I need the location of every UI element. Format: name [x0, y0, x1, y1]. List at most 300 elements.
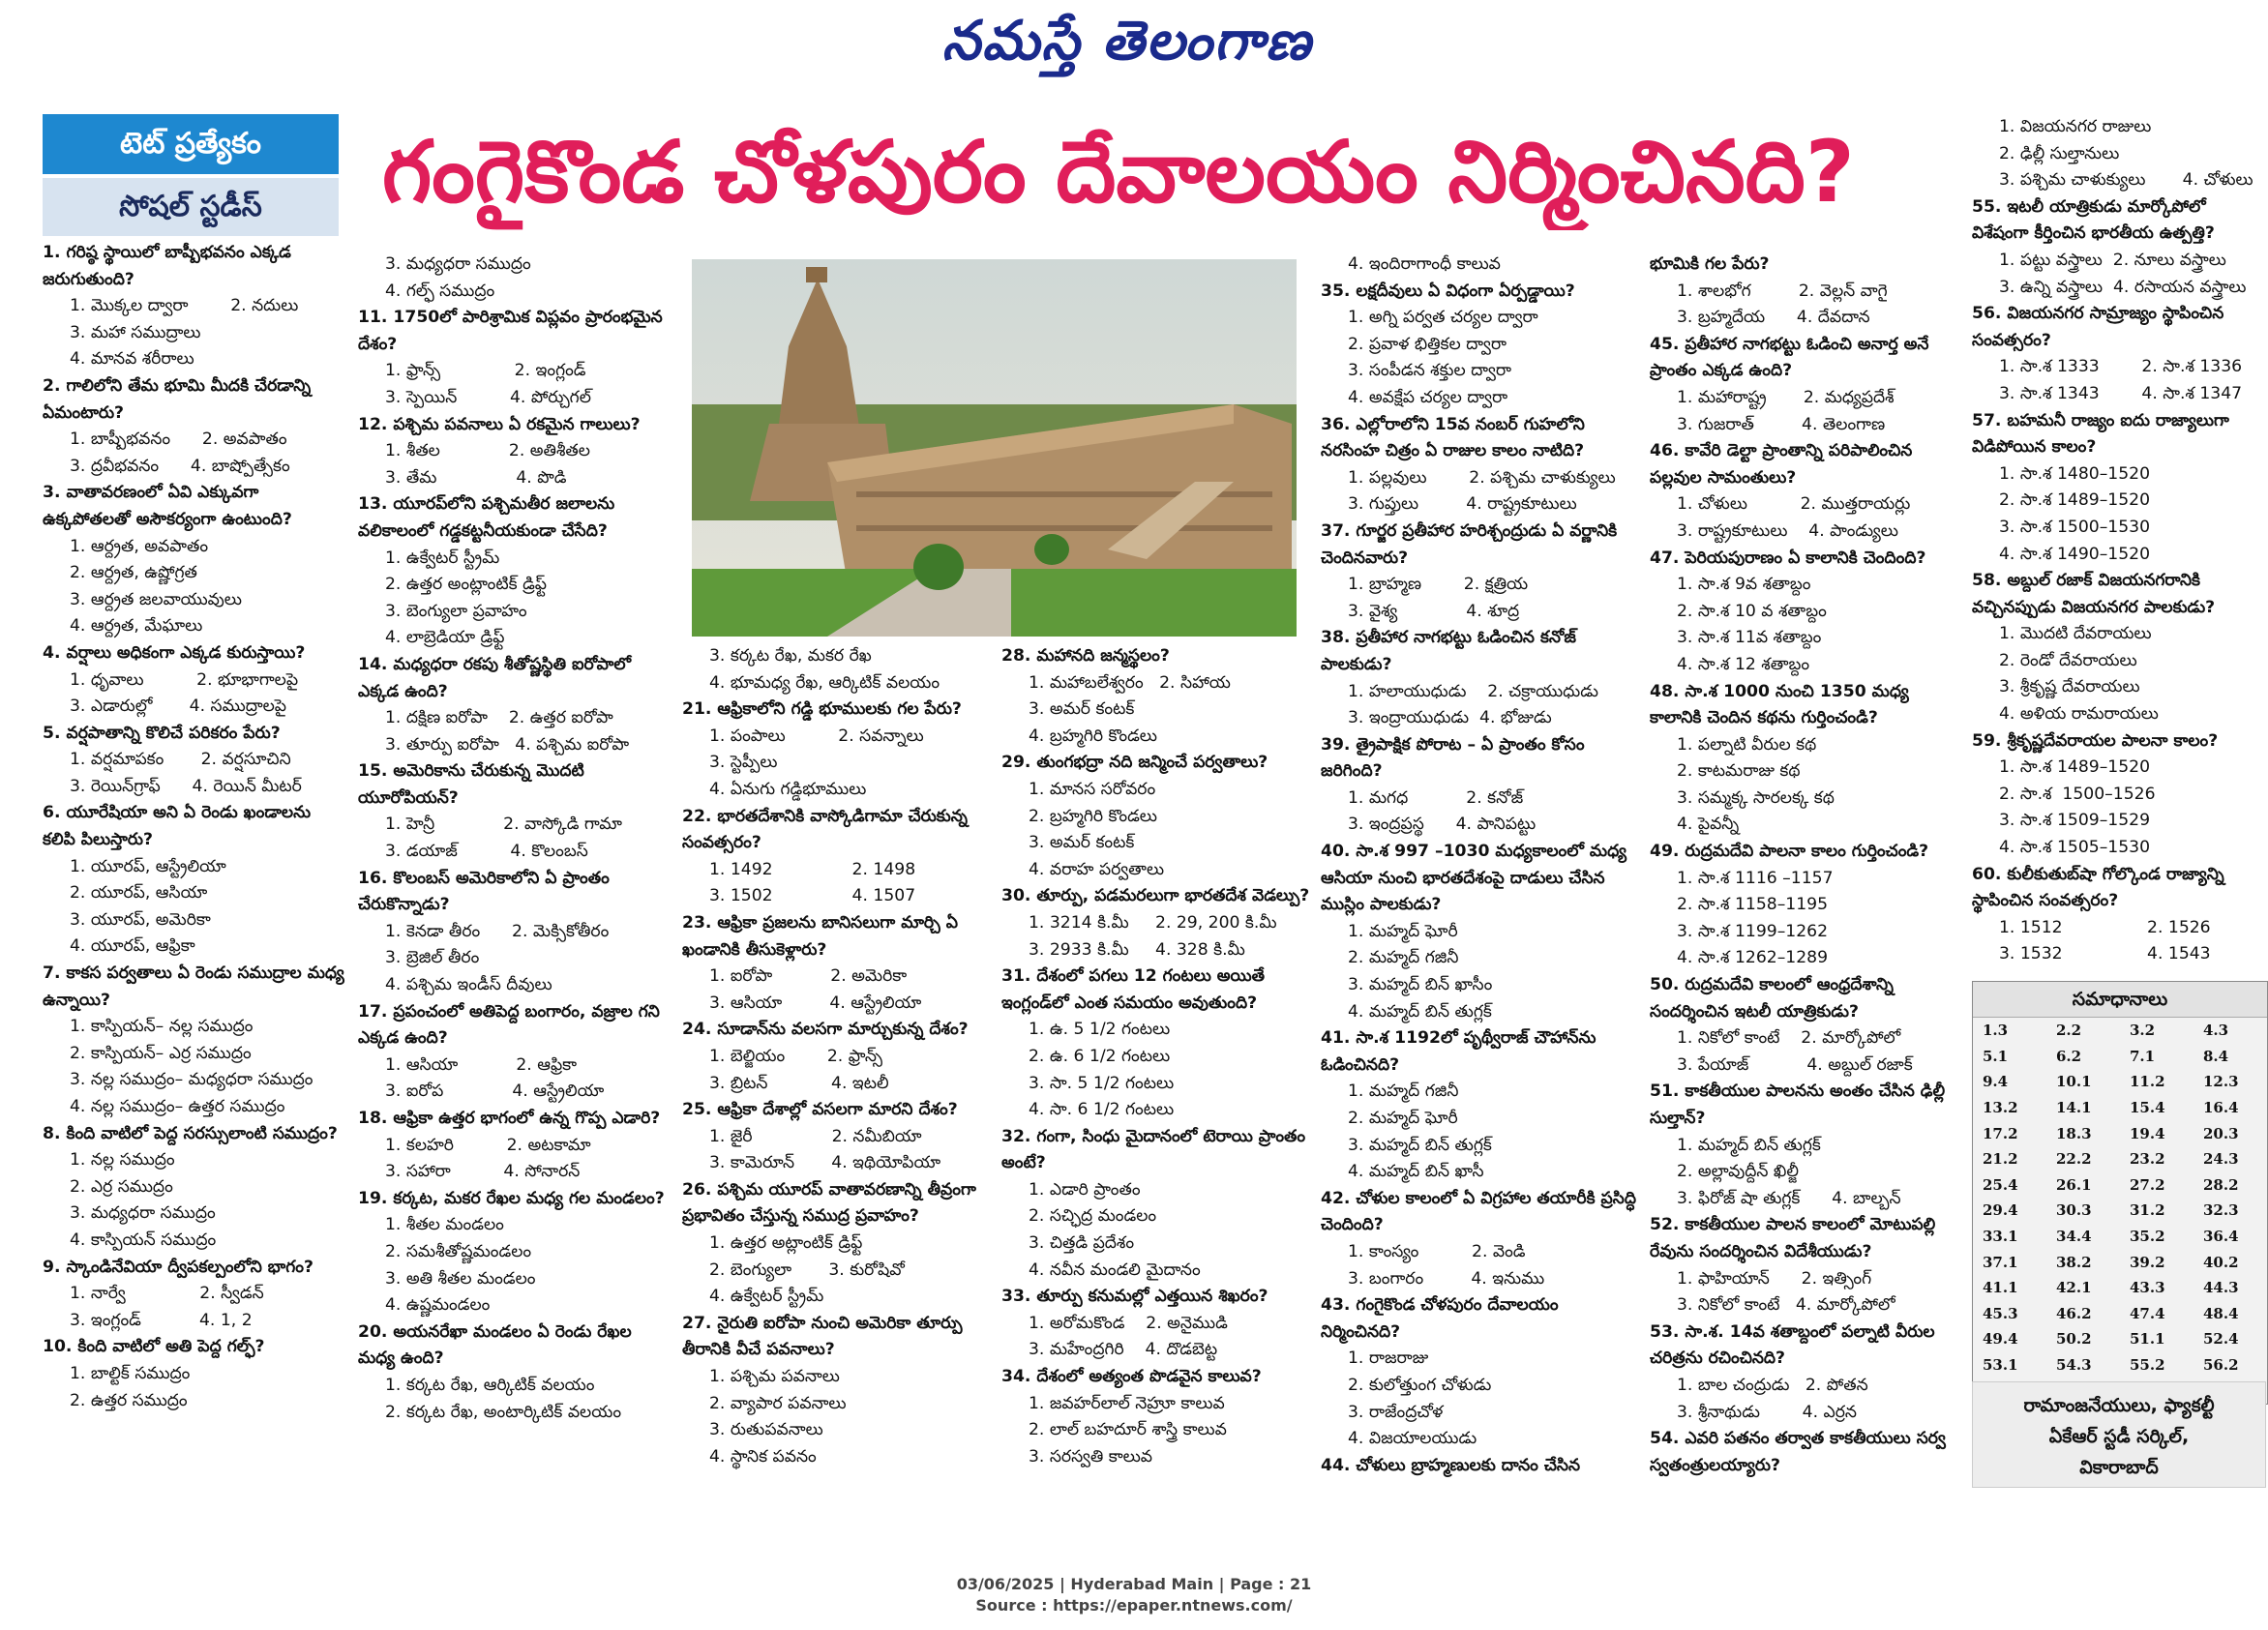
answer-option: 3. సంపీడన శక్తుల ద్వారా: [1348, 361, 1511, 381]
answer-cell: 14.1: [2056, 1099, 2092, 1117]
question-text: 28. మహానది జన్మస్థలం?: [1001, 646, 1170, 666]
answer-cell: 4.3: [2203, 1022, 2229, 1040]
answer-cell: 7.1: [2130, 1047, 2156, 1065]
answer-option: 2. ఆర్ద్రత, ఉష్ణోగ్రత: [70, 563, 197, 583]
answer-row: [1973, 1301, 2267, 1327]
answer-cell: 44.3: [2203, 1279, 2239, 1297]
answer-option: 2. ప్రవాళ భిత్తికల ద్వారా: [1348, 334, 1507, 354]
answer-option: 3. 1532 4. 1543: [1999, 944, 2211, 964]
answer-option: 4. కాస్పియన్ సముద్రం: [70, 1230, 217, 1250]
answer-row: [1973, 1249, 2267, 1275]
answer-option: 4. పైవన్నీ: [1677, 815, 1740, 835]
answer-option: 1. మొక్కల ద్వారా 2. నదులు: [70, 296, 299, 316]
answer-option: 2. సా.శ 1158–1195: [1677, 895, 1829, 915]
answer-cell: 25.4: [1983, 1175, 2018, 1194]
answer-option: 3. శ్రీకృష్ణ దేవరాయలు: [1999, 677, 2140, 697]
answer-key: [1972, 981, 2268, 1405]
answer-option: 3. బ్రిటన్ 4. ఇటలీ: [709, 1073, 889, 1093]
answer-cell: 10.1: [2056, 1073, 2092, 1091]
answer-cell: 43.3: [2130, 1279, 2165, 1297]
answer-option: 1. సా.శ 1116 –1157: [1677, 868, 1834, 888]
answer-cell: 9.4: [1983, 1073, 2009, 1091]
answer-option: 1. అరోమకొండ 2. అనైముడి: [1029, 1313, 1228, 1333]
answer-option: 3. సరస్వతి కాలువ: [1029, 1446, 1153, 1467]
answer-option: 1. చోళులు 2. ముత్తరాయర్లు: [1677, 494, 1911, 515]
section-tag-subject: సోషల్ స్టడీస్: [43, 178, 339, 236]
answer-option: 1. సా.శ 1480–1520: [1999, 463, 2151, 484]
answer-option: 1. ధృవాలు 2. భూభాగాలపై: [70, 669, 299, 690]
answer-option: 3. వైశ్య 4. శూద్ర: [1348, 601, 1520, 621]
question-text: 60. కులీకుతుబ్‌షా గోల్కొండ రాజ్యాన్ని స్థాపించిన సంవత్సరం?: [1972, 864, 2224, 911]
question-text: 27. నైరుతి ఐరోపా నుంచి అమెరికా తూర్పు తీరానికి వీచే పవనాలు?: [682, 1313, 963, 1360]
credit-line: ఏకేఆర్ స్టడీ సర్కిల్,: [2048, 1426, 2190, 1447]
question-text: 52. కాకతీయుల పాలన కాలంలో మోటుపల్లి రేవును సందర్శించిన విదేశీయుడు?: [1650, 1215, 1936, 1261]
question-text: 25. ఆఫ్రికా దేశాల్లో వసలగా మారని దేశం?: [682, 1100, 958, 1120]
question-text: 6. యూరేషియా అని ఏ రెండు ఖండాలను కలిపి పిలుస్తారు?: [43, 803, 312, 850]
question-text: 34. దేశంలో అత్యంత పొడవైన కాలువ?: [1001, 1367, 1262, 1387]
answer-option: 1. వర్షమాపకం 2. వర్షసూచిని: [70, 750, 291, 770]
answer-option: 3. స్టెప్పీలు: [709, 753, 778, 773]
answer-row: [1973, 1172, 2267, 1199]
answer-option: 3. ఇంగ్లండ్ 4. 1, 2: [70, 1310, 253, 1330]
question-text: 35. లక్షదీవులు ఏ విధంగా ఏర్పడ్డాయి?: [1321, 281, 1575, 301]
answer-option: 3. నికోలో కాంటే 4. మార్కోపోలో: [1677, 1295, 1895, 1316]
answer-option: 3. సహారా 4. సోనారన్: [385, 1162, 581, 1182]
answer-cell: 34.4: [2056, 1228, 2092, 1246]
answer-option: 3. అతి శీతల మండలం: [385, 1268, 536, 1289]
answer-option: 2. కాస్పియన్– ఎర్ర సముద్రం: [70, 1043, 252, 1063]
answer-option: 2. కులోత్తుంగ చోళుడు: [1348, 1375, 1492, 1395]
answer-option: 3. ఫిరోజ్ షా తుగ్లక్ 4. బాల్బన్: [1677, 1188, 1901, 1208]
credit-line: వికారాబాద్: [2079, 1457, 2159, 1478]
answer-cell: 30.3: [2056, 1201, 2092, 1220]
question-text: 41. సా.శ 1192లో పృథ్వీరాజ్ చౌహాన్‌ను ఓడించినది?: [1321, 1028, 1597, 1075]
answer-cell: 46.2: [2056, 1304, 2092, 1322]
answer-option: 4. బ్రహ్మగిరి కొండలు: [1029, 726, 1157, 746]
answer-option: 3. ఉన్ని వస్త్రాలు 4. రసాయన వస్త్రాలు: [1999, 277, 2247, 297]
answer-key-title: సమాధానాలు: [1973, 982, 2267, 1018]
answer-cell: 49.4: [1983, 1330, 2018, 1348]
answer-cell: 29.4: [1983, 1201, 2018, 1220]
answer-option: 1. కర్కట రేఖ, ఆర్కిటిక్ వలయం: [385, 1375, 595, 1395]
answer-option: 2. కర్కట రేఖ, అంటార్కిటిక్ వలయం: [385, 1402, 622, 1422]
answer-option: 4. నల్ల సముద్రం– ఉత్తర సముద్రం: [70, 1097, 285, 1116]
answer-cell: 31.2: [2130, 1201, 2165, 1220]
answer-option: 1. బెల్జియం 2. ఫ్రాన్స్: [709, 1046, 883, 1066]
answer-option: 3. గుప్తులు 4. రాష్ట్రకూటులు: [1348, 494, 1577, 515]
answer-cell: 36.4: [2203, 1228, 2239, 1246]
answer-option: 1. ఫాహియాన్ 2. ఇత్సింగ్: [1677, 1268, 1872, 1289]
answer-option: 3. బంగారం 4. ఇనుము: [1348, 1268, 1545, 1289]
question-text: 40. సా.శ 997 –1030 మధ్యకాలంలో మధ్య ఆసియా నుంచి భారతదేశంపై దాడులు చేసిన ముస్లిం పాలకుడు?: [1321, 842, 1627, 915]
answer-option: 2. కాటమరాజు కథ: [1677, 761, 1801, 782]
answer-option: 3. ఐరోప 4. ఆస్ట్రేలియా: [385, 1082, 605, 1102]
question-column-5: [1321, 252, 1640, 1479]
answer-option: 1. మొదటి దేవరాయలు: [1999, 624, 2152, 644]
answer-option: 4. ఇందిరాగాంధీ కాలువ: [1348, 254, 1501, 274]
answer-option: 1. 3214 కి.మీ 2. 29, 200 కి.మీ: [1029, 912, 1277, 933]
question-text: 47. పెరియపురాణం ఏ కాలానికి చెందింది?: [1650, 548, 1926, 568]
answer-option: 3. బ్రెజిల్ తీరం: [385, 948, 480, 968]
answer-cell: 45.3: [1983, 1304, 2018, 1322]
answer-option: 1. ఉక్వేటర్ స్ట్రీమ్: [385, 548, 500, 568]
answer-row: [1973, 1326, 2267, 1352]
question-text: 39. త్రైపాక్షిక పోరాట – ఏ ప్రాంతం కోసం జరిగింది?: [1321, 734, 1585, 782]
question-text: 54. ఎవరి పతనం తర్వాత కాకతీయులు సర్వ స్వతంత్రులయ్యారు?: [1650, 1429, 1946, 1475]
question-column-2: [358, 252, 672, 1426]
answer-option: 1. ఎడారి ప్రాంతం: [1029, 1179, 1141, 1200]
answer-option: 4. ఉష్ణమండలం: [385, 1295, 491, 1316]
answer-option: 2. అల్లావుద్దీన్ ఖిల్జీ: [1677, 1162, 1799, 1182]
answer-option: 3. తూర్పు ఐరోపా 4. పశ్చిమ ఐరోపా: [385, 734, 630, 755]
answer-option: 1. హలాయుధుడు 2. చక్రాయుధుడు: [1348, 681, 1598, 701]
answer-row: [1973, 1352, 2267, 1378]
question-text: 30. తూర్పు, పడమరలుగా భారతదేశ వెడల్పు?: [1001, 886, 1310, 906]
answer-option: 2. మహ్మద్ గజినీ: [1348, 948, 1459, 968]
answer-option: 3. డయాజ్ 4. కొలంబస్: [385, 842, 588, 862]
author-credit: [1972, 1381, 2266, 1488]
answer-option: 3. సా.శ 1343 4. సా.శ 1347: [1999, 383, 2243, 403]
answer-option: 4. సా.శ 1262–1289: [1677, 948, 1829, 968]
answer-option: 3. సమ్మక్క సారలక్క కథ: [1677, 787, 1835, 808]
answer-option: 3. స్పెయిన్ 4. పోర్చుగల్: [385, 387, 591, 407]
question-text: 55. ఇటలీ యాత్రికుడు మార్కోపోలో విశేషంగా కీర్తించిన భారతీయ ఉత్పత్తి?: [1972, 196, 2215, 244]
answer-option: 1. పశ్చిమ పవనాలు: [709, 1367, 840, 1387]
answer-option: 3. చిత్తడి ప్రదేశం: [1029, 1233, 1135, 1254]
question-text: 2. గాలిలోని తేమ భూమి మీదకి చేరడాన్ని ఏమంటారు?: [43, 375, 312, 423]
question-text: 8. కింది వాటిలో పెద్ద సరస్సులాంటి సముద్రం?: [43, 1123, 338, 1143]
question-text: 45. ప్రతీహార నాగభట్టు ఓడించి అనార్త అనే ప్రాంతం ఎక్కడ ఉంది?: [1650, 334, 1929, 381]
question-text: 1. గరిష్ఠ స్థాయిలో బాష్పీభవనం ఎక్కడ జరుగుతుంది?: [43, 243, 291, 289]
answer-option: 1. సా.శ 9వ శతాబ్దం: [1677, 575, 1811, 595]
answer-option: 1. ఆర్ద్రత, అవపాతం: [70, 536, 209, 556]
question-text: 49. రుద్రమదేవి పాలనా కాలం గుర్తించండి?: [1650, 842, 1929, 862]
footer-date-page: 03/06/2025 | Hyderabad Main | Page : 21: [956, 1575, 1312, 1593]
answer-option: 1. జైరీ 2. నమీబియా: [709, 1126, 922, 1146]
question-text: 44. చోళులు బ్రాహ్మణులకు దానం చేసిన: [1321, 1455, 1581, 1475]
answer-option: 3. నల్ల సముద్రం– మధ్యధరా సముద్రం: [70, 1070, 313, 1090]
answer-option: 3. తేమ 4. పొడి: [385, 467, 567, 488]
answer-option: 4. లాబ్రెడియా డ్రిఫ్ట్: [385, 628, 505, 648]
question-text: 57. బహమనీ రాజ్యం ఐదు రాజ్యాలుగా విడిపోయిన కాలం?: [1972, 410, 2229, 458]
question-text: 4. వర్షాలు అధికంగా ఎక్కడ కురుస్తాయి?: [43, 642, 306, 663]
answer-cell: 28.2: [2203, 1175, 2239, 1194]
answer-option: 1. మహాబలేశ్వరం 2. సిహాయ: [1029, 672, 1231, 693]
question-text: 22. భారతదేశానికి వాస్కోడిగామా చేరుకున్న సంవత్సరం?: [682, 806, 968, 853]
answer-row: [1973, 1120, 2267, 1146]
answer-cell: 27.2: [2130, 1175, 2165, 1194]
question-text: 33. తూర్పు కనుమల్లో ఎత్తయిన శిఖరం?: [1001, 1287, 1268, 1307]
answer-option: 4. మహ్మద్ బిన్ తుగ్లక్: [1348, 1001, 1492, 1022]
answer-option: 1. అగ్ని పర్వత చర్యల ద్వారా: [1348, 308, 1538, 328]
question-column-3: [682, 643, 997, 1470]
masthead-logo: నమస్తే తెలంగాణ: [941, 10, 1313, 73]
answer-cell: 15.4: [2130, 1099, 2165, 1117]
question-text: 3. వాతావరణంలో ఏవి ఎక్కువగా ఉక్కపోతలతో అసౌకర్యంగా ఉంటుంది?: [43, 483, 292, 529]
question-text: 5. వర్షపాతాన్ని కొలిచే పరికరం పేరు?: [43, 723, 281, 743]
answer-option: 4. మానవ శరీరాలు: [70, 349, 194, 370]
answer-cell: 24.3: [2203, 1150, 2239, 1169]
answer-option: 1. ఆసియా 2. ఆఫ్రికా: [385, 1054, 578, 1075]
temple-photo: [692, 259, 1297, 637]
answer-option: 1. దక్షిణ ఐరోపా 2. ఉత్తర ఐరోపా: [385, 708, 613, 728]
answer-option: 4. సా.శ 1490–1520: [1999, 544, 2151, 564]
answer-option: 3. సా. 5 1/2 గంటలు: [1029, 1073, 1175, 1093]
answer-row: [1973, 1146, 2267, 1172]
question-text: 26. పశ్చిమ యూరప్ వాతావరణాన్ని తీవ్రంగా ప్రభావితం చేస్తున్న సముద్ర ప్రవాహం?: [682, 1179, 976, 1227]
answer-option: 3. శ్రీనాథుడు 4. ఎర్రన: [1677, 1402, 1857, 1422]
answer-cell: 26.1: [2056, 1175, 2092, 1194]
answer-option: 1. 1492 2. 1498: [709, 859, 916, 879]
question-text: 46. కావేరి డెల్టా ప్రాంతాన్ని పరిపాలించిన పల్లవుల సామంతులు?: [1650, 441, 1913, 488]
answer-option: 3. కర్కట రేఖ, మకర రేఖ: [709, 646, 872, 666]
answer-option: 1. విజయనగర రాజులు: [1999, 117, 2152, 136]
answer-option: 2. రెండో దేవరాయలు: [1999, 650, 2137, 670]
question-text: 59. శ్రీకృష్ణదేవరాయల పాలనా కాలం?: [1972, 730, 2219, 751]
answer-option: 1. హెన్రీ 2. వాస్కోడి గామా: [385, 815, 622, 835]
answer-option: 3. రాష్ట్రకూటులు 4. పాండ్యులు: [1677, 520, 1898, 541]
answer-option: 4. భూమధ్య రేఖ, ఆర్కిటిక్ వలయం: [709, 672, 940, 693]
answer-cell: 1.3: [1983, 1022, 2009, 1040]
answer-option: 1. కెనడా తీరం 2. మెక్సికోతీరం: [385, 921, 610, 941]
question-column-1: [43, 240, 347, 1414]
answer-option: 2. యూరప్, ఆసియా: [70, 883, 208, 904]
answer-option: 3. పశ్చిమ చాళుక్యులు 4. చోళులు: [1999, 170, 2253, 191]
credit-line: రామాంజనేయులు, ఫ్యాకల్టీ: [2023, 1395, 2215, 1416]
question-text: 24. సూడాన్‌ను వలసగా మార్చుకున్న దేశం?: [682, 1020, 969, 1040]
answer-option: 3. ద్రవీభవనం 4. బాష్పోత్సేకం: [70, 456, 290, 476]
answer-option: 2. వ్యాపార పవనాలు: [709, 1393, 847, 1413]
answer-option: 4. అవక్షేప చర్యల ద్వారా: [1348, 387, 1508, 407]
answer-cell: 56.2: [2203, 1356, 2239, 1375]
answer-option: 3. సా.శ 1500–1530: [1999, 517, 2151, 537]
answer-option: 3. మధ్యధరా సముద్రం: [70, 1203, 216, 1224]
answer-cell: 41.1: [1983, 1279, 2018, 1297]
answer-option: 1. పంపాలు 2. సవన్నాలు: [709, 726, 924, 746]
answer-option: 1. యూరప్, ఆస్ట్రేలియా: [70, 856, 226, 876]
question-text: 36. ఎల్లోరాలోని 15వ నంబర్ గుహలోని నరసింహ చిత్రం ఏ రాజుల కాలం నాటిది?: [1321, 414, 1585, 461]
answer-cell: 38.2: [2056, 1253, 2092, 1271]
question-text: 21. ఆఫ్రికాలోని గడ్డి భూములకు గల పేరు?: [682, 699, 962, 720]
answer-cell: 19.4: [2130, 1124, 2165, 1142]
answer-option: 3. ఆసియా 4. ఆస్ట్రేలియా: [709, 993, 922, 1013]
answer-option: 1. ఐరోపా 2. అమెరికా: [709, 966, 908, 987]
answer-option: 4. సా.శ 1505–1530: [1999, 838, 2151, 858]
question-column-4: [1001, 643, 1311, 1470]
answer-option: 3. అమర్ కంటక్: [1029, 699, 1135, 720]
answer-option: 4. విజయాలయుడు: [1348, 1429, 1477, 1449]
answer-option: 2. ఉత్తర సముద్రం: [70, 1390, 188, 1410]
question-text: 10. కింది వాటిలో అతి పెద్ద గల్ఫ్?: [43, 1337, 265, 1357]
answer-option: 1. మానస సరోవరం: [1029, 779, 1156, 799]
answer-cell: 51.1: [2130, 1330, 2165, 1348]
answer-option: 1. నార్వే 2. స్వీడన్: [70, 1284, 264, 1304]
question-text: 13. యూరప్‌లోని పశ్చిమతీర జలాలను వలికాలంలో గడ్డకట్టనీయకుండా చేసేది?: [358, 494, 615, 541]
answer-option: 3. మహ్మద్ బిన్ తుగ్లక్: [1348, 1135, 1492, 1155]
answer-option: 1. పల్నాటి వీరుల కథ: [1677, 734, 1817, 755]
section-tag-tet: టెట్ ప్రత్యేకం: [43, 114, 339, 174]
answer-option: 3. మధ్యధరా సముద్రం: [385, 254, 531, 274]
answer-cell: 55.2: [2130, 1356, 2165, 1375]
answer-option: 4. సా. 6 1/2 గంటలు: [1029, 1100, 1175, 1120]
answer-option: 1. మహ్మద్ బిన్ తుగ్లక్: [1677, 1135, 1821, 1155]
answer-cell: 11.2: [2130, 1073, 2165, 1091]
question-text: 38. ప్రతీహార నాగభట్టు ఓడించిన కనోజ్ పాలకుడు?: [1321, 628, 1576, 674]
answer-option: 4. మహ్మద్ బిన్ ఖాసీ: [1348, 1162, 1484, 1182]
answer-option: 3. మహేంద్రగిరి 4. దొడబెట్ట: [1029, 1340, 1218, 1360]
answer-option: 1. రాజరాజు: [1348, 1348, 1429, 1369]
answer-option: 2. సచ్ఛిద్ర మండలం: [1029, 1206, 1157, 1227]
answer-cell: 33.1: [1983, 1228, 2018, 1246]
answer-option: 1. పల్లవులు 2. పశ్చిమ చాళుక్యులు: [1348, 467, 1616, 488]
question-text: 32. గంగా, సింధు మైదానంలో టెరాయి ప్రాంతం అంటే?: [1001, 1126, 1306, 1173]
answer-option: 3. మహ్మద్ బిన్ ఖాసీం: [1348, 975, 1493, 995]
answer-row: [1973, 1095, 2267, 1121]
question-text: 31. దేశంలో పగలు 12 గంటలు అయితే ఇంగ్లండ్‌లో ఎంత సమయం అవుతుంది?: [1001, 966, 1266, 1013]
answer-cell: 22.2: [2056, 1150, 2092, 1169]
question-text: 19. కర్కట, మకర రేఖల మధ్య గల మండలం?: [358, 1188, 665, 1208]
answer-option: 3. సా.శ 1199–1262: [1677, 921, 1829, 941]
headline: గంగైకొండ చోళపురం దేవాలయం నిర్మించినది?: [382, 122, 1855, 222]
question-text: 12. పశ్చిమ పవనాలు ఏ రకమైన గాలులు?: [358, 414, 641, 434]
question-text: 23. ఆఫ్రికా ప్రజలను బానిసలుగా మార్చి ఏ ఖండానికి తీసుకెళ్లారు?: [682, 912, 958, 960]
answer-cell: 52.4: [2203, 1330, 2239, 1348]
answer-option: 1. పట్టు వస్త్రాలు 2. నూలు వస్త్రాలు: [1999, 250, 2226, 270]
question-text: 15. అమెరికాను చేరుకున్న మొదటి యూరోపియన్?: [358, 761, 584, 808]
answer-cell: 8.4: [2203, 1047, 2229, 1065]
answer-cell: 42.1: [2056, 1279, 2092, 1297]
answer-row: [1973, 1275, 2267, 1301]
answer-option: 2. బెంగ్యులా 3. కురోషివో: [709, 1260, 905, 1280]
answer-option: 4. వరాహ పర్వతాలు: [1029, 859, 1165, 879]
question-text: 58. అబ్దుల్ రజాక్ విజయనగరానికి వచ్చినప్పుడు విజయనగర పాలకుడు?: [1972, 571, 2216, 617]
answer-option: 3. 2933 కి.మీ 4. 328 కి.మీ: [1029, 939, 1245, 960]
question-text: 29. తుంగభద్రా నది జన్మించే పర్వతాలు?: [1001, 753, 1268, 773]
answer-option: 1. ఉత్తర అట్లాంటిక్ డ్రిఫ్ట్: [709, 1233, 863, 1254]
answer-cell: 50.2: [2056, 1330, 2092, 1348]
question-text: 43. గంగైకొండ చోళపురం దేవాలయం నిర్మించినది?: [1321, 1295, 1559, 1342]
answer-option: 2. ఉ. 6 1/2 గంటలు: [1029, 1046, 1171, 1066]
question-text: 11. 1750లో పారిశ్రామిక విప్లవం ప్రారంభమైన దేశం?: [358, 308, 663, 354]
answer-cell: 39.2: [2130, 1253, 2165, 1271]
question-text: 56. విజయనగర సామ్రాజ్యం స్థాపించిన సంవత్సరం?: [1972, 304, 2224, 350]
answer-option: 1. శీతల మండలం: [385, 1215, 504, 1235]
answer-option: 1. జవహర్‌లాల్ నెహ్రూ కాలువ: [1029, 1393, 1225, 1413]
answer-row: [1973, 1018, 2267, 1044]
answer-option: 3. మహా సముద్రాలు: [70, 322, 201, 342]
answer-option: 2. ఉత్తర అంట్లాంటిక్ డ్రిఫ్ట్: [385, 575, 548, 595]
answer-option: 2. లాల్ బహదూర్ శాస్త్రి కాలువ: [1029, 1420, 1227, 1440]
answer-option: 1. నికోలో కాంటే 2. మార్కోపోలో: [1677, 1028, 1901, 1049]
question-text: 16. కొలంబస్ అమెరికాలోని ఏ ప్రాంతం చేరుకొన్నాడు?: [358, 868, 610, 915]
answer-option: 1. కాస్పియన్– నల్ల సముద్రం: [70, 1017, 254, 1037]
answer-cell: 40.2: [2203, 1253, 2239, 1271]
answer-option: 1. నల్ల సముద్రం: [70, 1150, 175, 1171]
answer-option: 1. మగధ 2. కనోజ్: [1348, 787, 1524, 808]
answer-cell: 12.3: [2203, 1073, 2239, 1091]
answer-option: 2. సా.శ 1500–1526: [1999, 784, 2156, 804]
answer-option: 4. ఆర్ద్రత, మేఘాలు: [70, 616, 203, 637]
answer-cell: 54.3: [2056, 1356, 2092, 1375]
answer-option: 1. బాష్పీభవనం 2. అవపాతం: [70, 430, 287, 450]
question-text: 17. ప్రపంచంలో అతిపెద్ద బంగారం, వజ్రాల గని ఎక్కడ ఉంది?: [358, 1001, 660, 1049]
answer-option: 2. ఢిల్లీ సుల్తానులు: [1999, 143, 2120, 163]
answer-cell: 47.4: [2130, 1304, 2165, 1322]
question-text: 37. గూర్జర ప్రతీహార హరిశ్చంద్రుడు ఏ వర్ణానికి చెందినవారు?: [1321, 520, 1618, 568]
answer-option: 1. మహ్మద్ గజినీ: [1348, 1082, 1459, 1102]
answer-option: 3. సా.శ 1509–1529: [1999, 811, 2151, 831]
answer-option: 3. అమర్ కంటక్: [1029, 833, 1135, 853]
answer-option: 1. కాంస్యం 2. వెండి: [1348, 1241, 1526, 1261]
answer-option: 1. 1512 2. 1526: [1999, 917, 2211, 937]
question-text: 20. అయనరేఖా మండలం ఏ రెండు రేఖల మధ్య ఉంది?: [358, 1321, 632, 1369]
answer-option: 1. ఫ్రాన్స్ 2. ఇంగ్లండ్: [385, 361, 586, 381]
answer-key-table: [1973, 1018, 2267, 1404]
answer-row: [1973, 1198, 2267, 1224]
answer-cell: 13.2: [1983, 1099, 2018, 1117]
answer-option: 3. రుతుపవనాలు: [709, 1420, 823, 1440]
question-column-6: [1650, 252, 1964, 1479]
answer-option: 4. స్థానిక పవనం: [709, 1446, 817, 1467]
answer-cell: 20.3: [2203, 1124, 2239, 1142]
answer-option: 3. కామెరూన్ 4. ఇథియోపియా: [709, 1153, 941, 1173]
answer-option: 3. రెయిన్‌గ్రాఫ్ 4. రెయిన్ మీటర్: [70, 776, 302, 796]
answer-cell: 6.2: [2056, 1047, 2082, 1065]
answer-option: 3. రాజేంద్రచోళ: [1348, 1402, 1444, 1422]
answer-option: 3. బెంగ్యులా ప్రవాహం: [385, 601, 527, 621]
question-text: 18. ఆఫ్రికా ఉత్తర భాగంలో ఉన్న గొప్ప ఎడారి?: [358, 1109, 661, 1128]
answer-cell: 32.3: [2203, 1201, 2239, 1220]
question-text: 50. రుద్రమదేవి కాలంలో ఆంధ్రదేశాన్ని సందర్శించిన ఇటలీ యాత్రికుడు?: [1650, 975, 1894, 1022]
answer-option: 3. సా.శ 11వ శతాబ్దం: [1677, 628, 1822, 648]
answer-option: 4. పశ్చిమ ఇండీస్ దీవులు: [385, 975, 552, 995]
question-text: భూమికి గల పేరు?: [1650, 254, 1770, 274]
question-column-7: [1972, 114, 2262, 968]
answer-option: 2. సా.శ 10 వ శతాబ్దం: [1677, 601, 1827, 621]
question-text: 9. స్కాండినేవియా ద్వీపకల్పంలోని భాగం?: [43, 1257, 313, 1277]
answer-option: 1. సా.శ 1489–1520: [1999, 757, 2151, 778]
answer-option: 1. మహ్మద్ ఘోరీ: [1348, 921, 1458, 941]
question-text: 51. కాకతీయుల పాలనను అంతం చేసిన ఢిల్లీ సుల్తాన్?: [1650, 1082, 1946, 1128]
answer-option: 4. గల్ఫ్ సముద్రం: [385, 281, 495, 301]
answer-option: 1. బ్రాహ్మణ 2. క్షత్రియ: [1348, 575, 1529, 595]
answer-cell: 5.1: [1983, 1047, 2009, 1065]
answer-cell: 17.2: [1983, 1124, 2018, 1142]
answer-cell: 53.1: [1983, 1356, 2018, 1375]
answer-option: 3. ఇంద్రప్రస్థ 4. పానిపట్టు: [1348, 815, 1537, 835]
question-text: 42. చోళుల కాలంలో ఏ విగ్రహాల తయారీకి ప్రసిద్ధి చెందింది?: [1321, 1188, 1636, 1235]
answer-option: 3. యూరప్, అమెరికా: [70, 909, 211, 930]
answer-option: 3. ఇంద్రాయుధుడు 4. భోజుడు: [1348, 708, 1552, 728]
answer-option: 3. గుజరాత్ 4. తెలంగాణ: [1677, 414, 1886, 434]
answer-row: [1973, 1224, 2267, 1250]
answer-option: 3. బ్రహ్మదేయ 4. దేవదాన: [1677, 308, 1870, 328]
answer-option: 1. సా.శ 1333 2. సా.శ 1336: [1999, 357, 2243, 377]
answer-cell: 18.3: [2056, 1124, 2092, 1142]
question-text: 7. కాకస పర్వతాలు ఏ రెండు సముద్రాల మధ్య ఉన్నాయి?: [43, 963, 344, 1010]
answer-row: [1973, 1044, 2267, 1070]
answer-option: 2. సమశీతోష్ణమండలం: [385, 1241, 532, 1261]
answer-option: 4. నవీన మండలి మైదానం: [1029, 1260, 1201, 1280]
answer-option: 2. బ్రహ్మగిరి కొండలు: [1029, 806, 1157, 826]
answer-option: 2. ఎర్ర సముద్రం: [70, 1176, 173, 1197]
answer-cell: 16.4: [2203, 1099, 2239, 1117]
answer-option: 3. 1502 4. 1507: [709, 886, 916, 906]
answer-cell: 23.2: [2130, 1150, 2165, 1169]
answer-option: 1. కలహరి 2. అటకామా: [385, 1135, 591, 1155]
answer-cell: 35.2: [2130, 1228, 2165, 1246]
answer-option: 4. సా.శ 12 శతాబ్దం: [1677, 654, 1810, 674]
